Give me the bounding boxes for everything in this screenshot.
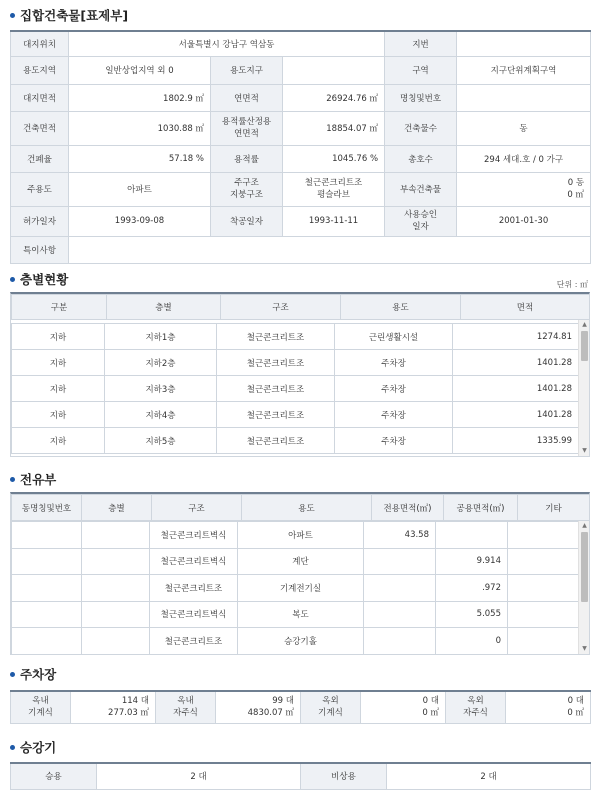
floor-header-type: 구분 <box>12 295 107 320</box>
floor-cell-area: 1401.28 <box>453 350 579 376</box>
row-building-area <box>11 111 591 145</box>
bcr-label: 건폐율 <box>11 145 69 172</box>
floor-cell-type: 지하 <box>12 324 105 350</box>
exclusive-cell-use: 복도 <box>238 601 364 628</box>
exclusive-header-use: 용도 <box>242 495 372 521</box>
exclusive-cell-structure: 철근콘크리트벽식 <box>150 548 238 575</box>
exclusive-cell-dong <box>12 522 82 549</box>
total-units-value: 294 세대.호 / 0 가구 <box>457 145 591 172</box>
far-area-label <box>211 111 283 145</box>
annex-label: 부속건축물 <box>385 172 457 206</box>
far-area-label-line2: 연면적 <box>234 129 259 139</box>
exclusive-cell-exclusive-area: 43.58 <box>364 522 436 549</box>
exclusive-header-floor: 층별 <box>82 495 152 521</box>
floor-cell-floor: 지하3층 <box>105 376 217 402</box>
outdoor-mech-label-line1: 옥외 <box>322 696 339 707</box>
row-special <box>11 236 591 263</box>
table-row <box>12 402 579 428</box>
building-area-value: 1030.88 ㎡ <box>69 111 211 145</box>
indoor-mech-count: 114 대 <box>121 696 149 707</box>
row-dates <box>11 206 591 236</box>
exclusive-cell-common-area <box>436 522 508 549</box>
table-row <box>12 575 579 602</box>
parking-table <box>10 690 591 724</box>
outdoor-self-area: 0 ㎡ <box>567 708 584 719</box>
exclusive-cell-dong <box>12 628 82 655</box>
area-label: 구역 <box>385 56 457 84</box>
exclusive-body <box>11 521 579 654</box>
total-floor-area-label: 연면적 <box>211 84 283 111</box>
approval-label-line1: 사용승인 <box>404 210 437 220</box>
exclusive-header-dong: 동명칭및번호 <box>12 495 82 521</box>
section-title-elevator-text: 승강기 <box>20 740 57 755</box>
emergency-elevator-value: 2 대 <box>387 763 591 789</box>
building-count-value: 동 <box>457 111 591 145</box>
outdoor-mech-label <box>301 691 361 723</box>
scroll-up-icon[interactable]: ▲ <box>582 321 587 328</box>
scroll-down-icon[interactable]: ▼ <box>582 645 587 652</box>
total-units-label: 총호수 <box>385 145 457 172</box>
exclusive-cell-use: 아파트 <box>238 522 364 549</box>
lot-value <box>457 31 591 56</box>
table-row <box>12 324 579 350</box>
floor-cell-type: 지하 <box>12 376 105 402</box>
floor-cell-area: 1274.81 <box>453 324 579 350</box>
floor-cell-use: 근린생활시설 <box>335 324 453 350</box>
floor-header-area: 면적 <box>461 295 590 320</box>
bullet-icon <box>10 477 15 482</box>
far-area-label-line1: 용적률산정용 <box>221 117 272 127</box>
zoning-label: 용도지역 <box>11 56 69 84</box>
outdoor-self-count: 0 대 <box>567 696 584 707</box>
structure-value-line2: 평슬라브 <box>317 190 350 200</box>
approval-date-label <box>385 206 457 236</box>
exclusive-cell-common-area: 9.914 <box>436 548 508 575</box>
exclusive-cell-use: 승강기홀 <box>238 628 364 655</box>
bullet-icon <box>10 745 15 750</box>
scroll-down-icon[interactable]: ▼ <box>582 447 587 454</box>
floor-status-panel <box>10 292 590 457</box>
outdoor-self-label-line1: 옥외 <box>467 696 484 707</box>
scroll-thumb[interactable] <box>581 532 588 602</box>
floor-cell-floor: 지하1층 <box>105 324 217 350</box>
indoor-self-label-line2: 자주식 <box>173 708 198 719</box>
outdoor-self-label-line2: 자주식 <box>463 708 488 719</box>
exclusive-cell-common-area: .972 <box>436 575 508 602</box>
zoning-value: 일반상업지역 외 0 <box>69 56 211 84</box>
exclusive-cell-etc <box>508 601 579 628</box>
exclusive-cell-floor <box>82 575 150 602</box>
section-title-parking <box>10 665 56 683</box>
exclusive-header-structure: 구조 <box>152 495 242 521</box>
section-title-floor <box>10 270 68 288</box>
exclusive-cell-structure: 철근콘크리트조 <box>150 628 238 655</box>
exclusive-cell-floor <box>82 548 150 575</box>
row-zoning <box>11 56 591 84</box>
floor-cell-structure: 철근콘크리트조 <box>217 350 335 376</box>
outdoor-mech-label-line2: 기계식 <box>318 708 343 719</box>
district-label: 용도지구 <box>211 56 283 84</box>
exclusive-cell-exclusive-area <box>364 548 436 575</box>
floor-header-floor: 층별 <box>107 295 221 320</box>
floor-status-scroll[interactable] <box>11 320 589 456</box>
floor-cell-area: 1401.28 <box>453 376 579 402</box>
indoor-self-label-line1: 옥내 <box>177 696 194 707</box>
exclusive-cell-floor <box>82 601 150 628</box>
indoor-mech-label <box>11 691 71 723</box>
indoor-mech-label-line2: 기계식 <box>28 708 53 719</box>
floor-header-use: 용도 <box>341 295 461 320</box>
indoor-mech-area: 277.03 ㎡ <box>108 708 149 719</box>
floor-cell-floor: 지하2층 <box>105 350 217 376</box>
start-date-value: 1993-11-11 <box>283 206 385 236</box>
exclusive-cell-dong <box>12 548 82 575</box>
bullet-icon <box>10 277 15 282</box>
outdoor-self-label <box>446 691 506 723</box>
exclusive-cell-use: 계단 <box>238 548 364 575</box>
exclusive-header <box>11 494 590 521</box>
exclusive-header-etc: 기타 <box>518 495 590 521</box>
exclusive-cell-floor <box>82 628 150 655</box>
bullet-icon <box>10 672 15 677</box>
outdoor-mech-area: 0 ㎡ <box>422 708 439 719</box>
name-number-label: 명칭및번호 <box>385 84 457 111</box>
floor-cell-area: 1335.99 <box>453 428 579 454</box>
floor-cell-use: 주차장 <box>335 376 453 402</box>
bullet-icon <box>10 13 15 18</box>
floor-cell-type: 지하 <box>12 428 105 454</box>
floor-cell-area: 1401.28 <box>453 402 579 428</box>
floor-cell-use: 주차장 <box>335 402 453 428</box>
exclusive-cell-structure: 철근콘크리트조 <box>150 575 238 602</box>
indoor-mech-value <box>71 691 156 723</box>
lot-label: 지번 <box>385 31 457 56</box>
exclusive-cell-structure: 철근콘크리트벽식 <box>150 522 238 549</box>
approval-label-line2: 일자 <box>412 222 429 232</box>
area-value: 지구단위계획구역 <box>457 56 591 84</box>
structure-value-line1: 철근콘크리트조 <box>304 178 363 188</box>
bcr-value: 57.18 % <box>69 145 211 172</box>
exclusive-header-exclusive-area: 전용면적(㎡) <box>372 495 444 521</box>
floor-cell-structure: 철근콘크리트조 <box>217 376 335 402</box>
outdoor-mech-value <box>361 691 446 723</box>
outdoor-mech-count: 0 대 <box>422 696 439 707</box>
table-row <box>12 428 579 454</box>
exclusive-cell-use: 기계전기실 <box>238 575 364 602</box>
special-label: 특이사항 <box>11 236 69 263</box>
floor-cell-structure: 철근콘크리트조 <box>217 402 335 428</box>
approval-date-value: 2001-01-30 <box>457 206 591 236</box>
floor-header-structure: 구조 <box>221 295 341 320</box>
exclusive-scrollbar[interactable] <box>578 521 589 654</box>
indoor-mech-label-line1: 옥내 <box>32 696 49 707</box>
exclusive-cell-floor <box>82 522 150 549</box>
far-label: 용적률 <box>211 145 283 172</box>
structure-label-line2: 지붕구조 <box>230 190 263 200</box>
scroll-up-icon[interactable]: ▲ <box>582 522 587 529</box>
site-location-value: 서울특별시 강남구 역삼동 <box>69 31 385 56</box>
structure-value <box>283 172 385 206</box>
exclusive-cell-common-area: 5.055 <box>436 601 508 628</box>
building-count-label: 건축물수 <box>385 111 457 145</box>
exclusive-cell-exclusive-area <box>364 601 436 628</box>
floor-cell-floor: 지하4층 <box>105 402 217 428</box>
section-title-parking-text: 주차장 <box>20 667 57 682</box>
passenger-elevator-value: 2 대 <box>97 763 301 789</box>
floor-cell-structure: 철근콘크리트조 <box>217 324 335 350</box>
table-row <box>12 522 579 549</box>
row-use <box>11 172 591 206</box>
section-title-main-text: 집합건축물[표제부] <box>20 8 129 23</box>
indoor-self-value <box>216 691 301 723</box>
passenger-elevator-label: 승용 <box>11 763 97 789</box>
scroll-thumb[interactable] <box>581 331 588 361</box>
row-ratio <box>11 145 591 172</box>
exclusive-cell-etc <box>508 522 579 549</box>
exclusive-cell-dong <box>12 601 82 628</box>
floor-cell-use: 주차장 <box>335 428 453 454</box>
exclusive-cell-exclusive-area <box>364 575 436 602</box>
exclusive-cell-etc <box>508 628 579 655</box>
emergency-elevator-label: 비상용 <box>301 763 387 789</box>
indoor-self-count: 99 대 <box>272 696 294 707</box>
table-row <box>12 376 579 402</box>
floor-cell-use: 주차장 <box>335 350 453 376</box>
district-value <box>283 56 385 84</box>
site-location-label: 대지위치 <box>11 31 69 56</box>
annex-area: 0 ㎡ <box>567 190 585 200</box>
main-use-label: 주용도 <box>11 172 69 206</box>
indoor-self-label <box>156 691 216 723</box>
section-title-elevator <box>10 738 56 756</box>
floor-status-body <box>11 323 579 454</box>
special-value <box>69 236 591 263</box>
annex-count: 0 동 <box>567 178 585 188</box>
far-area-value: 18854.07 ㎡ <box>283 111 385 145</box>
table-row <box>12 350 579 376</box>
floor-cell-type: 지하 <box>12 402 105 428</box>
building-area-label: 건축면적 <box>11 111 69 145</box>
structure-label <box>211 172 283 206</box>
exclusive-cell-etc <box>508 548 579 575</box>
exclusive-cell-common-area: 0 <box>436 628 508 655</box>
far-value: 1045.76 % <box>283 145 385 172</box>
main-use-value: 아파트 <box>69 172 211 206</box>
row-site <box>11 31 591 56</box>
table-row <box>12 548 579 575</box>
indoor-self-area: 4830.07 ㎡ <box>247 708 294 719</box>
exclusive-cell-dong <box>12 575 82 602</box>
exclusive-panel <box>10 492 590 655</box>
table-row <box>12 628 579 655</box>
permit-date-label: 허가일자 <box>11 206 69 236</box>
exclusive-header-common-area: 공용면적(㎡) <box>444 495 518 521</box>
start-date-label: 착공일자 <box>211 206 283 236</box>
row-land <box>11 84 591 111</box>
permit-date-value: 1993-09-08 <box>69 206 211 236</box>
name-number-value <box>457 84 591 111</box>
land-area-label: 대지면적 <box>11 84 69 111</box>
unit-label: 단위 : ㎡ <box>556 280 588 289</box>
total-floor-area-value: 26924.76 ㎡ <box>283 84 385 111</box>
section-title-exclusive-text: 전유부 <box>20 472 57 487</box>
land-area-value: 1802.9 ㎡ <box>69 84 211 111</box>
floor-cell-type: 지하 <box>12 350 105 376</box>
exclusive-cell-etc <box>508 575 579 602</box>
structure-label-line1: 주구조 <box>234 178 259 188</box>
exclusive-cell-structure: 철근콘크리트벽식 <box>150 601 238 628</box>
floor-status-header <box>11 294 590 320</box>
floor-cell-structure: 철근콘크리트조 <box>217 428 335 454</box>
floor-cell-floor: 지하5층 <box>105 428 217 454</box>
section-title-floor-text: 층별현황 <box>20 272 69 287</box>
annex-value <box>457 172 591 206</box>
title-table <box>10 30 591 264</box>
exclusive-cell-exclusive-area <box>364 628 436 655</box>
elevator-table <box>10 762 591 790</box>
floor-scrollbar[interactable] <box>578 320 589 456</box>
section-title-exclusive <box>10 470 56 488</box>
outdoor-self-value <box>506 691 591 723</box>
section-title-main <box>10 6 128 24</box>
table-row <box>12 601 579 628</box>
exclusive-scroll[interactable] <box>11 521 589 654</box>
